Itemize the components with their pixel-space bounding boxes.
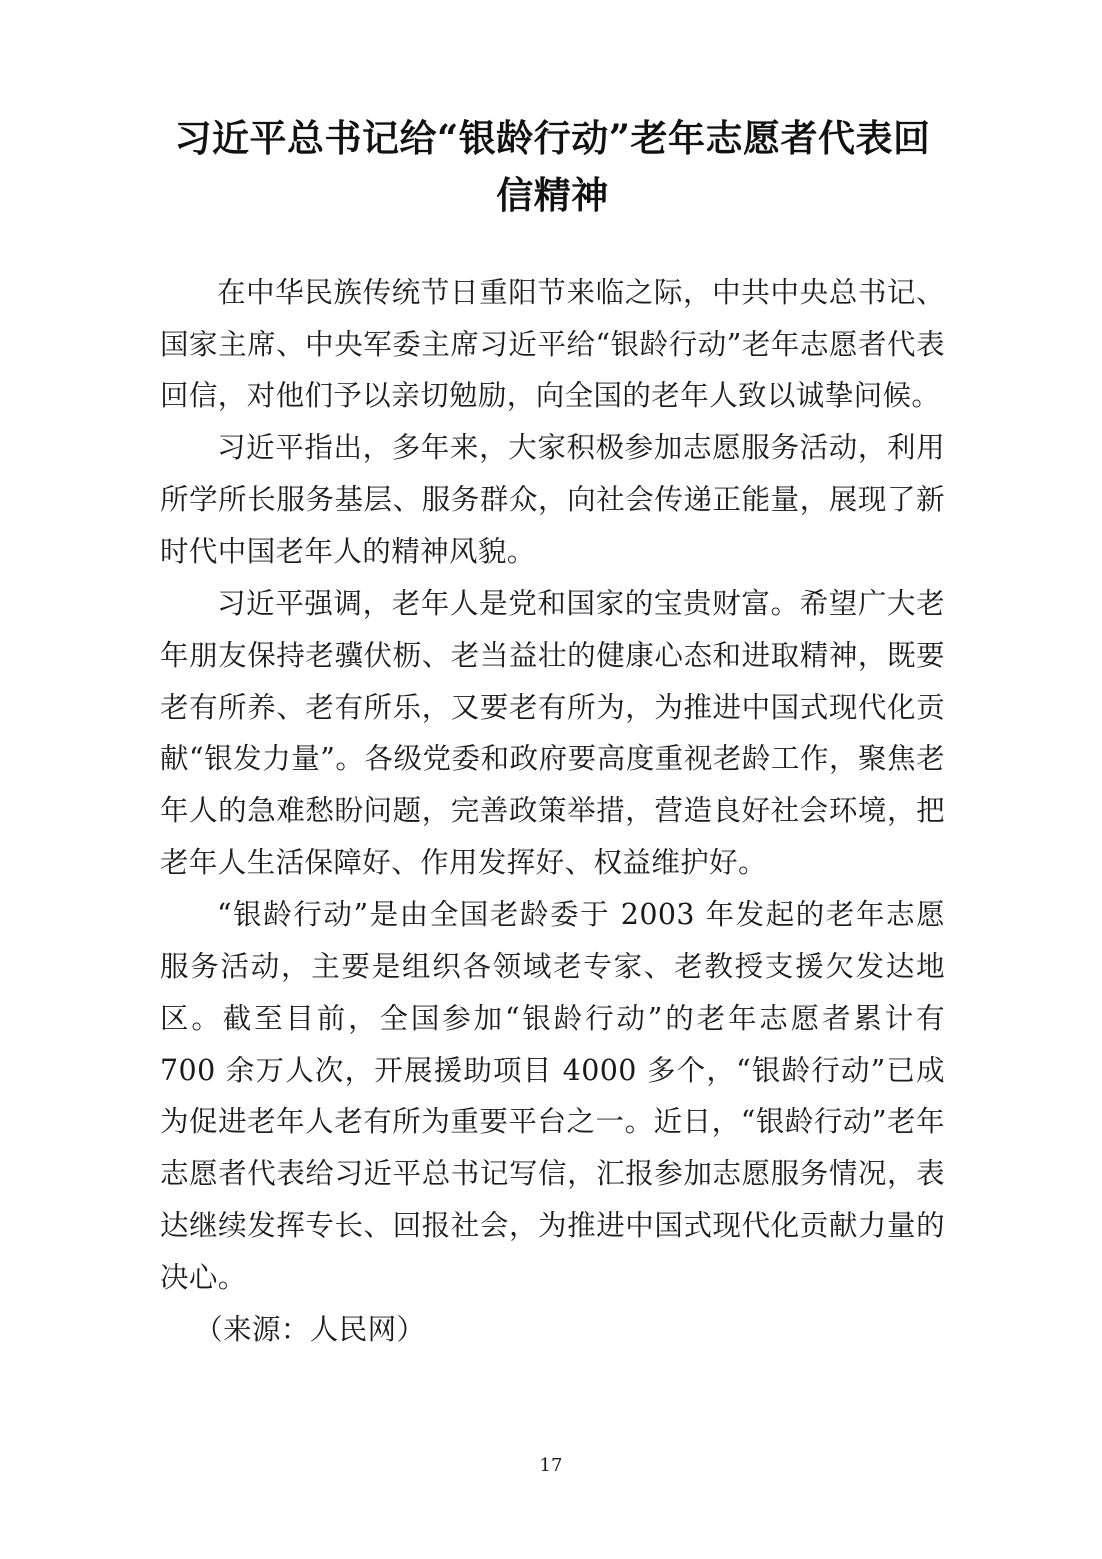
document-body xyxy=(160,110,945,1356)
paragraph: 在中华民族传统节日重阳节来临之际，中共中央总书记、国家主席、中央军委主席习近平给“银龄行动”老年志愿者代表回信，对他们予以亲切勉励，向全国的老年人致以诚挚问候。 xyxy=(160,275,945,413)
paragraph: 习近平强调，老年人是党和国家的宝贵财富。希望广大老年朋友保持老骥伏枥、老当益壮的健康心态和进取精神，既要老有所养、老有所乐，又要老有所为，为推进中国式现代化贡献“银发力量”。各级党委和政府要高度重视老龄工作，聚焦老年人的急难愁盼问题，完善政策举措，营造良好社会环境，把老年人生活保障好、作用发挥好、权益维护好。 xyxy=(160,586,945,880)
paragraph: 习近平指出，多年来，大家积极参加志愿服务活动，利用所学所长服务基层、服务群众，向社会传递正能量，展现了新时代中国老年人的精神风貌。 xyxy=(160,431,945,568)
paragraph: “银龄行动”是由全国老龄委于 2003 年发起的老年志愿服务活动，主要是组织各领域老专家、老教授支援欠发达地区。截至目前，全国参加“银龄行动”的老年志愿者累计有 700 余万人次，开展援助项目 4000 多个，“银龄行动”已成为促进老年人老有所为重要平台之一。近日，“银龄行动”老年志愿者代表给习近平总书记写信，汇报参加志愿服务情况，表达继续发挥专长、回报社会，为推进中国式现代化贡献力量的决心。 xyxy=(160,898,945,1295)
page-number: 17 xyxy=(539,1455,563,1476)
page-title: 习近平总书记给“银龄行动”老年志愿者代表回信精神 xyxy=(174,116,931,218)
paragraph-list xyxy=(160,267,945,1356)
source-attribution: （来源：人民网） xyxy=(194,1312,426,1346)
